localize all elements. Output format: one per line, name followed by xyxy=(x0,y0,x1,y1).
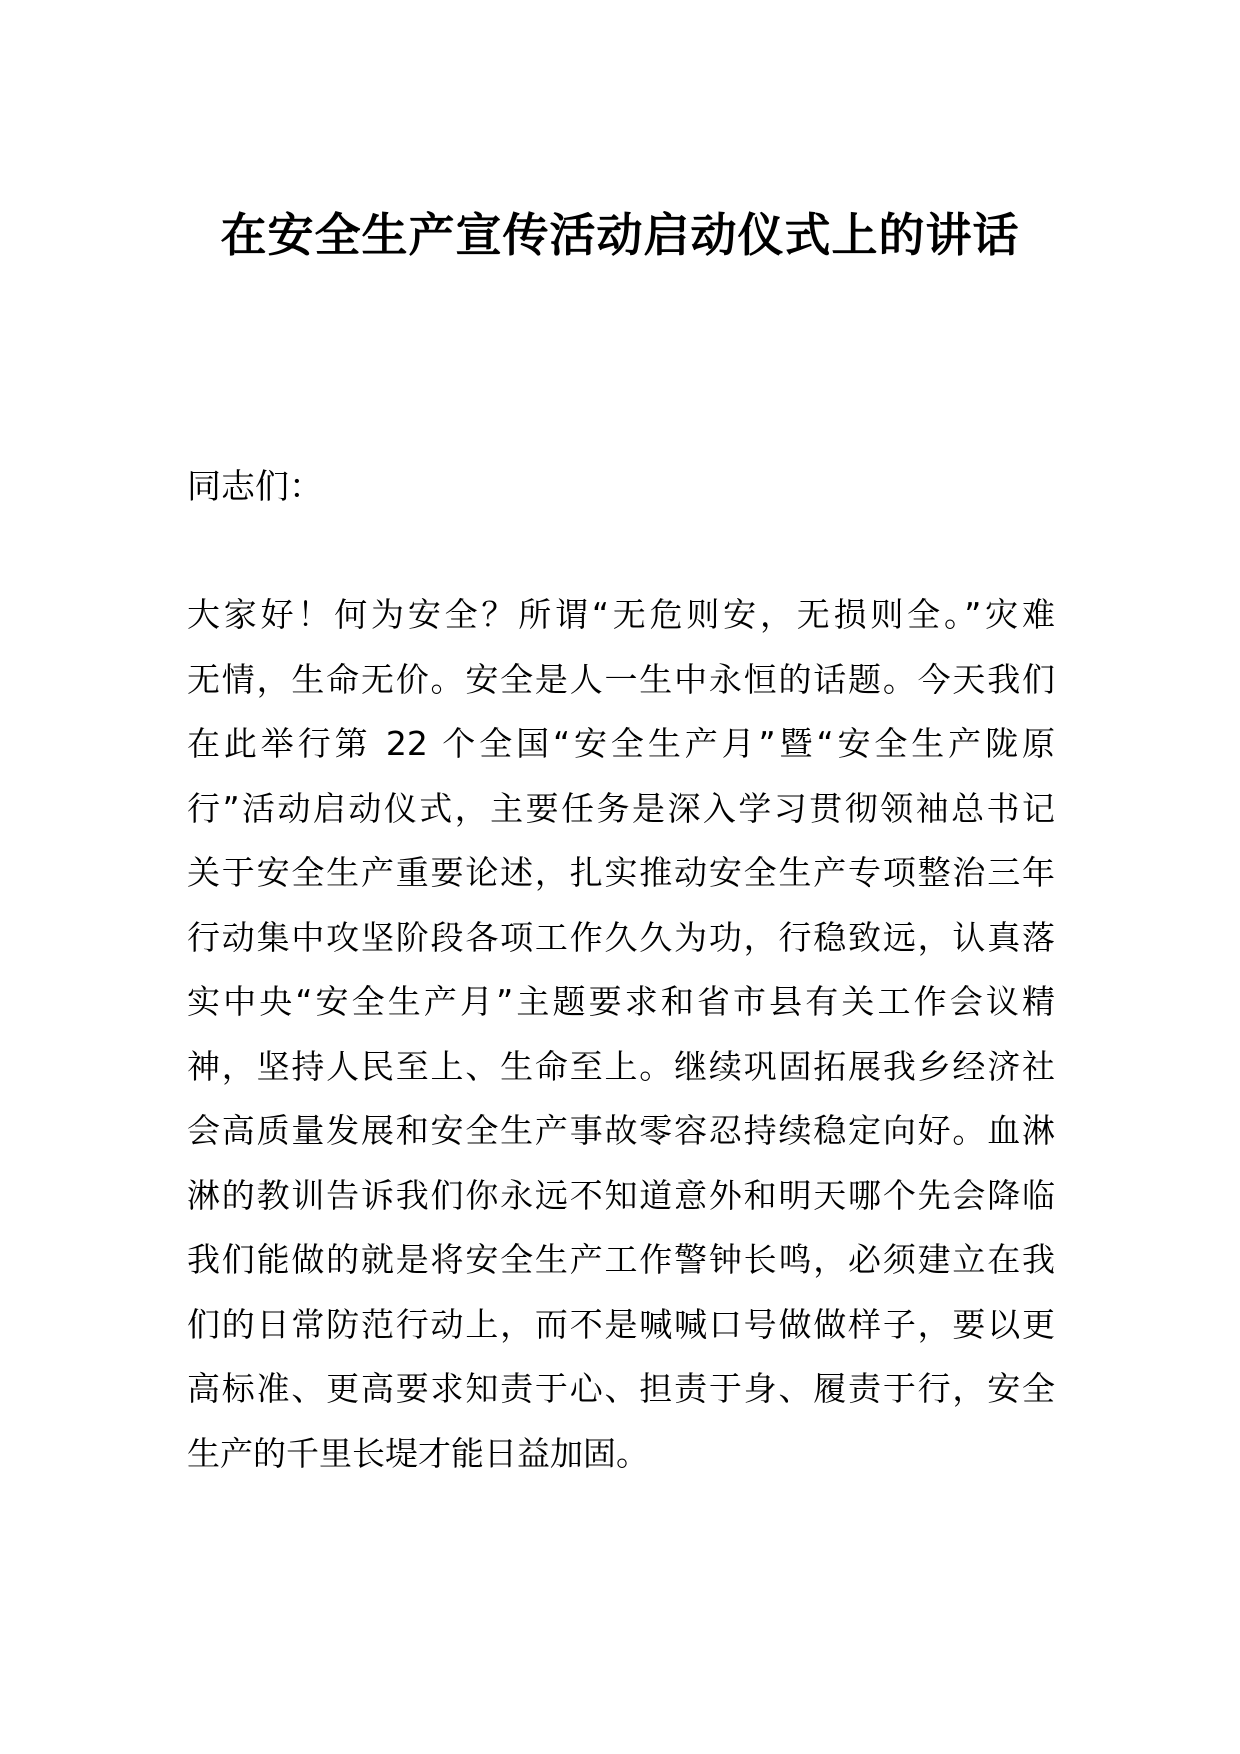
salutation: 同志们： xyxy=(187,467,323,507)
paragraph-line: 高标准、更高要求知责于心、担责于身、履责于行，安全 xyxy=(187,1369,1055,1408)
paragraph-line: 关于安全生产重要论述，扎实推动安全生产专项整治三年 xyxy=(187,853,1055,892)
paragraph-line: 行动集中攻坚阶段各项工作久久为功，行稳致远，认真落 xyxy=(187,917,1055,957)
paragraph-line: 在此举行第 22 个全国“安全生产月”暨“安全生产陇原 xyxy=(187,724,1055,763)
paragraph-line: 们的日常防范行动上，而不是喊喊口号做做样子，要以更 xyxy=(187,1304,1055,1344)
paragraph-line: 行”活动启动仪式，主要任务是深入学习贯彻领袖总书记 xyxy=(187,788,1055,828)
paragraph-line: 大家好！何为安全？所谓“无危则安，无损则全。”灾难 xyxy=(187,595,1055,634)
document-title: 在安全生产宣传活动启动仪式上的讲话 xyxy=(220,208,1020,262)
paragraph-line: 生产的千里长堤才能日益加固。 xyxy=(187,1433,649,1473)
body-paragraph xyxy=(187,583,1055,1486)
paragraph-line: 实中央“安全生产月”主题要求和省市县有关工作会议精 xyxy=(187,982,1055,1021)
paragraph-line: 神，坚持人民至上、生命至上。继续巩固拓展我乡经济社 xyxy=(187,1046,1055,1086)
paragraph-line: 我们能做的就是将安全生产工作警钟长鸣，必须建立在我 xyxy=(187,1240,1055,1279)
paragraph-line: 无情，生命无价。安全是人一生中永恒的话题。今天我们 xyxy=(187,659,1055,699)
paragraph-line: 淋的教训告诉我们你永远不知道意外和明天哪个先会降临 xyxy=(187,1175,1055,1215)
paragraph-line: 会高质量发展和安全生产事故零容忍持续稳定向好。血淋 xyxy=(187,1111,1055,1150)
